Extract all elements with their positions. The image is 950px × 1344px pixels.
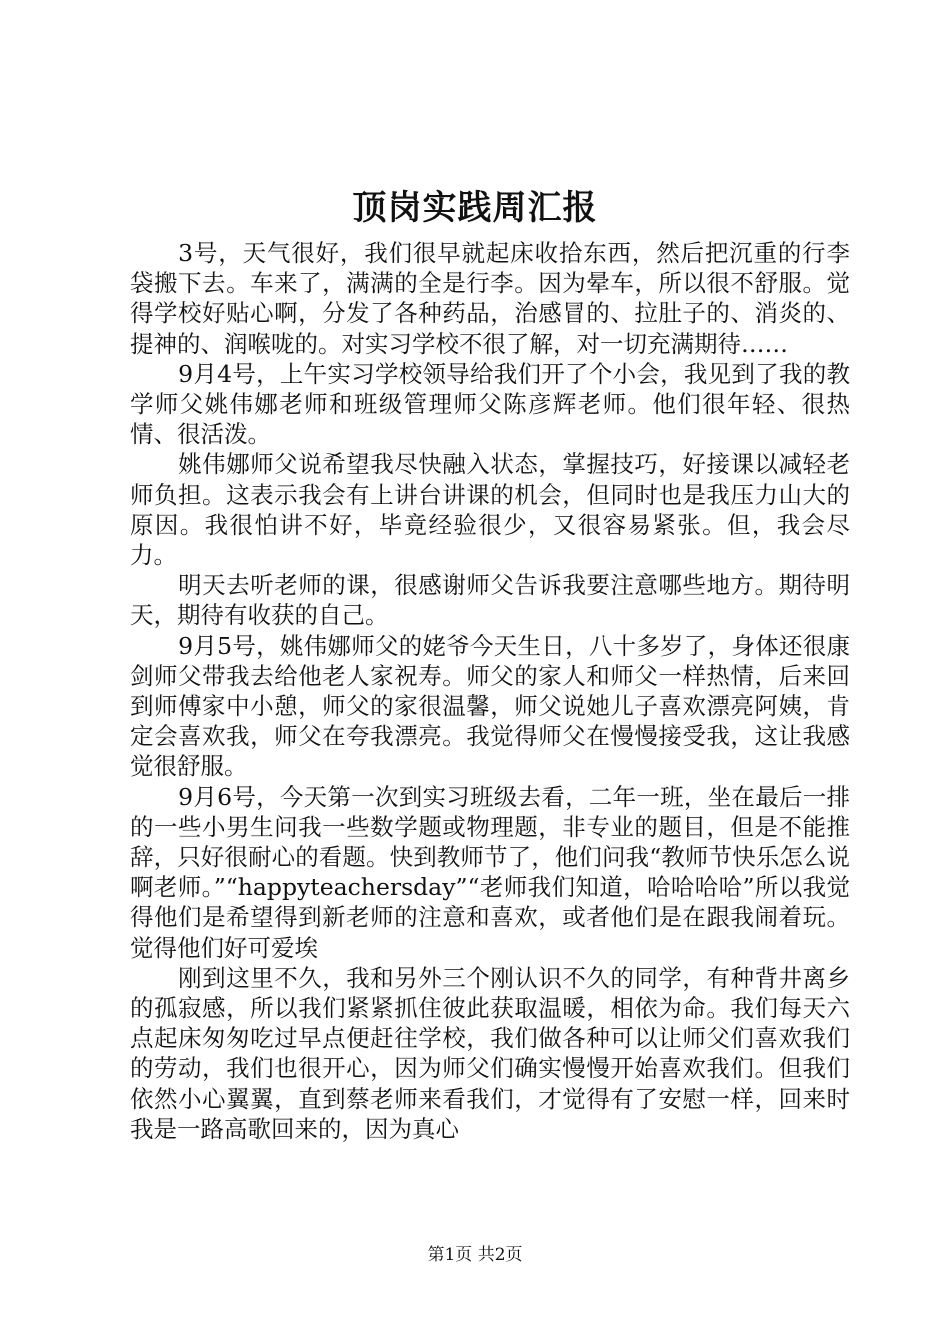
document-body — [130, 238, 850, 1144]
page-number-footer: 第1页 共2页 — [427, 1245, 523, 1265]
document-title: 顶岗实践周汇报 — [352, 188, 598, 228]
paragraph: 明天去听老师的课，很感谢师父告诉我要注意哪些地方。期待明天，期待有收获的自己。 — [130, 571, 850, 630]
paragraph: 3号，天气很好，我们很早就起床收拾东西，然后把沉重的行李袋搬下去。车来了，满满的全是行李。因为晕车，所以很不舒服。觉得学校好贴心啊，分发了各种药品，治感冒的、拉肚子的、消炎的、提神的、润喉咙的。对实习学校不很了解，对一切充满期待…… — [130, 239, 850, 358]
paragraph: 9月6号，今天第一次到实习班级去看，二年一班，坐在最后一排的一些小男生问我一些数学题或物理题，非专业的题目，但是不能推辞，只好很耐心的看题。快到教师节了，他们问我“教师节快乐怎么说啊老师。”“happyteachersday”“老师我们知道，哈哈哈哈”所以我觉得他们是希望得到新老师的注意和喜欢，或者他们是在跟我闹着玩。觉得他们好可爱埃 — [130, 782, 850, 962]
paragraph: 9月5号，姚伟娜师父的姥爷今天生日，八十多岁了，身体还很康剑师父带我去给他老人家祝寿。师父的家人和师父一样热情，后来回到师傅家中小憩，师父的家很温馨，师父说她儿子喜欢漂亮阿姨，肯定会喜欢我，师父在夸我漂亮。我觉得师父在慢慢接受我，这让我感觉很舒服。 — [130, 631, 850, 781]
paragraph: 姚伟娜师父说希望我尽快融入状态，掌握技巧，好接课以减轻老师负担。这表示我会有上讲台讲课的机会，但同时也是我压力山大的原因。我很怕讲不好，毕竟经验很少，又很容易紧张。但，我会尽力。 — [130, 450, 850, 570]
paragraph: 刚到这里不久，我和另外三个刚认识不久的同学，有种背井离乡的孤寂感，所以我们紧紧抓住彼此获取温暖，相依为命。我们每天六点起床匆匆吃过早点便赶往学校，我们做各种可以让师父们喜欢我们的劳动，我们也很开心，因为师父们确实慢慢开始喜欢我们。但我们依然小心翼翼，直到蔡老师来看我们，才觉得有了安慰一样，回来时我是一路高歌回来的，因为真心 — [130, 963, 850, 1143]
paragraph: 9月4号，上午实习学校领导给我们开了个小会，我见到了我的教学师父姚伟娜老师和班级管理师父陈彦辉老师。他们很年轻、很热情、很活泼。 — [130, 359, 850, 449]
